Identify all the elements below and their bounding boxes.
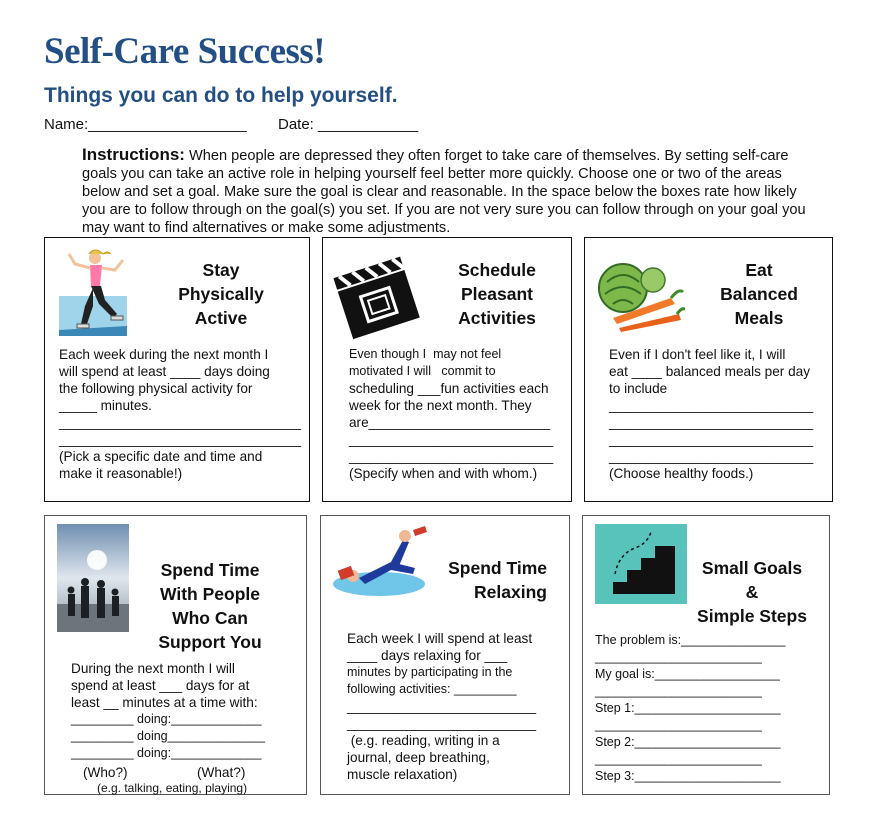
stairs-icon xyxy=(595,524,687,604)
box-body[interactable]: The problem is:_______________ ________________________ My goal is:__________________ ________________________ Step 1:_____________________ ________________________ Step 2:_____________________ ________________________ Step 3:_____________________ xyxy=(595,633,786,783)
box-title: Small Goals & Simple Steps xyxy=(697,558,807,626)
page-subtitle: Things you can do to help yourself. xyxy=(44,84,398,107)
box-title: Eat Balanced Meals xyxy=(720,260,798,328)
box-body[interactable]: Even if I don't feel like it, I will eat ____ balanced meals per day to include ___________________________ ___________________________ ___________________________ ___________________________ (Choose healthy foods.) xyxy=(609,347,814,481)
box-title: Stay Physically Active xyxy=(178,260,264,328)
instructions-text: When people are depressed they often forget to take care of themselves. By setting self-care goals you can take an active role in helping yourself feel better more quickly. Choose one or two of the areas below and set a goal. Make sure the goal is clear and reasonable. In the space below the boxes rate how likely you are to follow through on the goal(s) you set. If you are not very sure you can follow through on your goal you may want to find alternatives or make some adjustments. xyxy=(82,148,806,236)
what-label: (What?) xyxy=(197,765,246,780)
family-at-beach-photo xyxy=(57,524,129,632)
box-body[interactable]: Each week I will spend at least ____ days relaxing for ___ minutes by participating in the following activities: _________ _________________________ _________________________ (e.g. reading, writing in a journal, deep breathing, muscle relaxation) xyxy=(347,631,537,782)
box-eat-balanced-meals xyxy=(584,237,833,502)
box-spend-time-with-people xyxy=(44,515,307,795)
box-body[interactable]: During the next month I will spend at least ___ days for at least __ minutes at a time with: _________ doing:_____________ _________ doing______________ _________ doing:_____________ xyxy=(71,661,265,760)
box-schedule-pleasant-activities xyxy=(322,237,572,502)
box-body[interactable]: Even though I may not feel motivated I will commit to scheduling ___fun activities each week for the next month. They are________________________ ___________________________ ___________________________ (Specify when and with whom.) xyxy=(349,347,554,481)
box-title: Schedule Pleasant Activities xyxy=(458,260,536,328)
box-title: Spend Time Relaxing xyxy=(448,558,547,602)
clapperboard-icon xyxy=(331,246,421,341)
box-spend-time-relaxing xyxy=(320,515,570,795)
name-field[interactable]: Name:___________________ xyxy=(44,116,247,133)
box-title: Spend Time With People Who Can Support You xyxy=(158,560,262,652)
exercising-woman-icon xyxy=(55,244,135,344)
vegetables-icon xyxy=(593,258,685,336)
box-stay-physically-active xyxy=(44,237,310,502)
instructions xyxy=(82,146,812,237)
box-small-goals-simple-steps xyxy=(582,515,830,795)
box-body[interactable]: Each week during the next month I will spend at least ____ days doing the following physical activity for _____ minutes. ________________________________ ________________________________ (Pick a specific date and time and make it reasonable!) xyxy=(59,347,301,481)
instructions-lead: Instructions: xyxy=(82,145,185,164)
person-reading-icon xyxy=(329,522,429,602)
example-label: (e.g. talking, eating, playing) xyxy=(97,781,248,795)
date-field[interactable]: Date: ____________ xyxy=(278,116,419,133)
page-title: Self-Care Success! xyxy=(44,31,326,72)
who-label: (Who?) xyxy=(83,765,128,780)
